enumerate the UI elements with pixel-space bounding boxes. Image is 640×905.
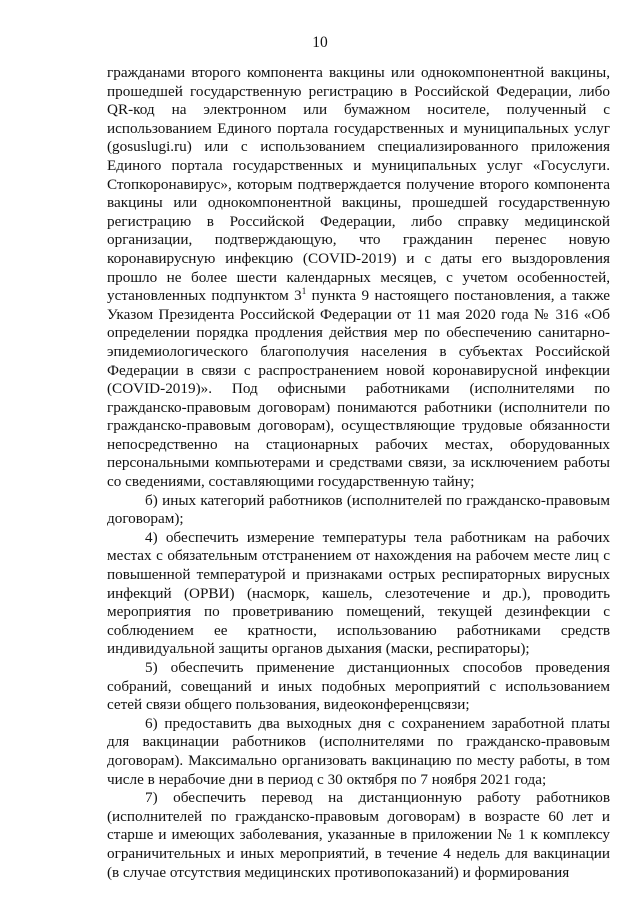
paragraph-text: пункта 9 настоящего постановления, а также Указом Президента Российской Федерации от 11 мая 2020 года № 316 «Об определении порядка продления действия мер по обеспечению санитарно-эпидемиологического благополучия населения в субъектах Российской Федерации в связи с распространением новой коронавирусной инфекции (COVID-2019)». Под офисными работниками (исполнителями по гражданско-правовым договорам) понимаются работники (исполнители по гражданско-правовым договорам), осуществляющие трудовые обязанности непосредственно на стационарных рабочих местах, оборудованных персональными компьютерами и средствами связи, за исключением работы со сведениями, составляющими государственную тайну; [107, 287, 611, 491]
paragraph-item-5: 5) обеспечить применение дистанционных способов проведения собраний, совещаний и иных подобных мероприятий с использованием сетей связи общего пользования, видеоконференцсвязи; [107, 659, 610, 714]
paragraph-item-b: б) иных категорий работников (исполнителей по гражданско-правовым договорам); [107, 491, 610, 528]
superscript: 1 [301, 286, 307, 297]
paragraph-item-4: 4) обеспечить измерение температуры тела работникам на рабочих местах с обязательным отстранением от нахождения на рабочем месте лиц с повышенной температурой и признаками острых респираторных вирусных инфекций (ОРВИ) (насморк, кашель, слезотечение и др.), проводить мероприятия по проветриванию помещений, текущей дезинфекции с соблюдением ее кратности, использованию работниками средств индивидуальной защиты органов дыхания (маски, респираторы); [107, 528, 610, 658]
paragraph-text: гражданами второго компонента вакцины или однокомпонентной вакцины, прошедшей государственную регистрацию в Российской Федерации, либо QR-код на электронном или бумажном носителе, полученный с использованием Единого портала государственных и муниципальных услуг (gosuslugi.ru) или с использованием специализированного приложения Единого портала государственных и муниципальных услуг «Госуслуги. Стопкоронавирус», которым подтверждается получение второго компонента вакцины или однокомпонентной вакцины, прошедшей государственную регистрацию в Российской Федерации, либо справку медицинской организации, подтверждающую, что гражданин перенес новую коронавирусную инфекцию (COVID-2019) и с даты его выздоровления прошло не более шести календарных месяцев, с учетом особенностей, установленных подпунктом 3 [107, 64, 610, 305]
page-number: 10 [312, 34, 328, 51]
paragraph-item-7: 7) обеспечить перевод на дистанционную работу работников (исполнителей по гражданско-правовым договорам) в возрасте 60 лет и старше и имеющих заболевания, указанные в приложении № 1 к комплексу ограничительных и иных мероприятий, в течение 4 недель для вакцинации (в случае отсутствия медицинских противопоказаний) и формирования [107, 789, 610, 881]
paragraph-continuation [107, 64, 610, 492]
paragraph-item-6: 6) предоставить два выходных дня с сохранением заработной платы для вакцинации работников (исполнителями по гражданско-правовым договорам). Максимально организовать вакцинацию по месту работы, в том числе в нерабочие дни в период с 30 октября по 7 ноября 2021 года; [107, 714, 610, 788]
document-body [107, 64, 610, 882]
